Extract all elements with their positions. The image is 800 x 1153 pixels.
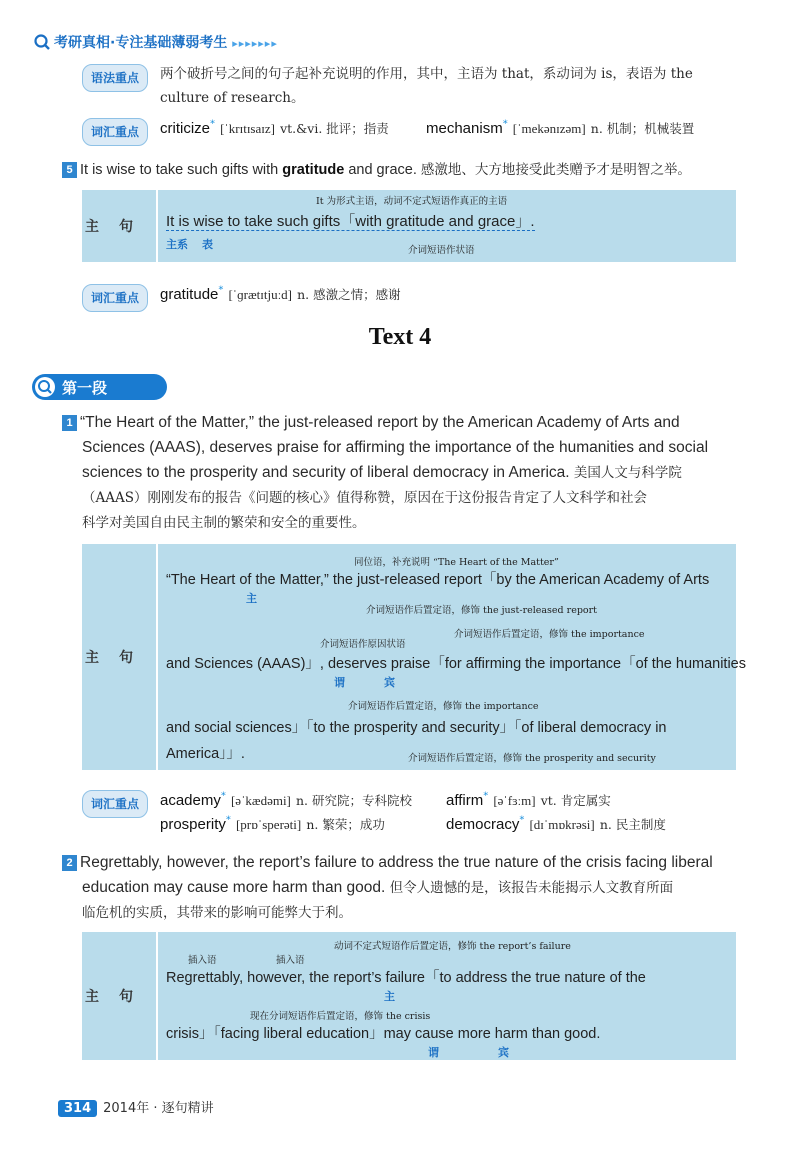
brand-name: 考研真相 [54,35,110,51]
box-main [158,932,736,1060]
sentence-1 [62,410,752,536]
vocab-tag-1-wrap [82,790,148,818]
vocab-phonetic: [ˈɡrætɪtjuːd] [228,287,293,302]
vocab-definition: n. 民主制度 [599,817,666,832]
vocab-phonetic: [əˈkædəmi] [230,793,291,808]
sentence-translation: （AAAS）刚刚发布的报告《问题的核心》值得称赞，原因在于这份报告肯定了人文科学和社会 [82,490,647,506]
sentence-keyword: gratitude [282,162,345,178]
vocab-entry-prosperity [160,814,385,833]
sentence-number: 5 [62,162,77,178]
paragraph-label-text: 第一段 [62,378,108,397]
grammar-mark-object: 宾 [384,676,395,689]
vocab-word: mechanism [426,120,503,137]
vocab-phonetic: [ˈkrɪtɪsaɪz] [220,121,275,136]
vocab-definition: n. 机制；机械装置 [590,121,695,136]
vocab-word: democracy [446,816,520,833]
vocab-phonetic: [dɪˈmɒkrəsi] [529,817,595,832]
vocab-word: criticize [160,120,211,137]
sentence-text-c: and grace. [344,162,421,178]
sentence-line: Sciences (AAAS), deserves praise for affirming the importance of the humanities and social [82,439,709,456]
vocab-word: prosperity [160,816,226,833]
sentence-translation: 美国人文与科学院 [573,465,682,481]
vocab-entry-mechanism [426,118,694,137]
star-icon: * [483,790,489,802]
analysis-line: and social sciences」「to the prosperity and security」「of liberal democracy in [166,720,667,736]
analysis-line [166,210,535,231]
brand-header [34,32,278,52]
grammar-line-2: culture of research。 [160,90,305,106]
vocab-phonetic: [prɒˈsperəti] [235,817,302,832]
sentence-text: “The Heart of the Matter,” the just-released report by the American Academy of Arts and [80,414,680,431]
vocab-definition: n. 研究院；专科院校 [295,793,412,808]
annotation: It 为形式主语，动词不定式短语作真正的主语 [316,196,508,207]
sentence-2 [62,850,762,926]
page-footer [58,1097,214,1116]
vocab-tag-1: 词汇重点 [82,790,148,818]
annotation: 插入语 [188,955,217,966]
star-icon: * [225,814,231,826]
paragraph-label [32,374,167,400]
annotation: 介词短语作后置定语，修饰 the importance [454,629,645,640]
annotation: 动词不定式短语作后置定语，修饰 the report’s failure [334,941,571,952]
analysis-box-1 [82,544,746,770]
sentence-text: sciences to the prosperity and security of liberal democracy in America. [82,464,570,481]
vocab-phonetic: [ˈmekənɪzəm] [512,121,586,136]
sentence-number: 2 [62,855,77,871]
vocab-entry-criticize [160,118,389,137]
annotation: 插入语 [276,955,305,966]
analysis-box-2 [82,932,736,1060]
arrows-decoration: ▸▸▸▸▸▸▸ [232,37,278,50]
vocab-definition: n. 繁荣；成功 [306,817,385,832]
sentence-translation: 科学对美国自由民主制的繁荣和安全的重要性。 [82,515,366,531]
footer-text: 2014年 · 逐句精讲 [103,1101,214,1116]
grammar-mark-predicate: 谓 [428,1046,439,1059]
sentence-number: 1 [62,415,77,431]
analysis-line: crisis」「facing liberal education」may cause more harm than good. [166,1026,601,1042]
vocab-definition: n. 感激之情；感谢 [297,287,401,302]
sentence-line [62,875,762,901]
sentence-translation: 但令人遗憾的是，该报告未能揭示人文教育所面 [389,880,674,896]
grammar-mark-subject: 主 [246,592,257,605]
box-label: 主句 [82,544,156,770]
vocab-entry-democracy [446,814,666,833]
sentence-text: education may cause more harm than good. [82,879,386,896]
sentence-line [62,850,762,875]
section-title: Text 4 [368,324,432,350]
analysis-box-5 [82,190,736,262]
sentence-translation: 临危机的实质，其带来的影响可能弊大于利。 [82,905,352,921]
star-icon: * [210,118,216,130]
grammar-mark-object: 宾 [498,1046,509,1059]
analysis-line: and Sciences (AAAS)」, deserves praise「for affirming the importance「of the humanities [166,656,746,672]
star-icon: * [519,814,525,826]
box-main [158,544,746,770]
star-icon: * [220,790,226,802]
box-label: 主句 [82,932,156,1060]
sentence-line [62,460,752,486]
sentence-5 [62,158,691,183]
vocab-word: academy [160,792,221,809]
analysis-line: America」」. [166,746,245,762]
star-icon: * [218,284,224,296]
vocab-tag-5-wrap [82,284,148,312]
vocab-definition: vt. 肯定属实 [540,793,611,808]
annotation: 介词短语作后置定语，修饰 the prosperity and security [408,753,656,764]
sentence-text-a: It is wise to take such gifts with [80,162,283,178]
star-icon: * [502,118,508,130]
vocab-word: gratitude [160,286,219,303]
annotation: 介词短语作原因状语 [320,639,406,650]
grammar-note-text [160,62,770,110]
grammar-line-1: 两个破折号之间的句子起补充说明的作用，其中，主语为 that，系动词为 is，表语为 the [160,66,693,82]
vocab-tag-5: 词汇重点 [82,284,148,312]
annotation: 介词短语作状语 [408,245,475,256]
vocab-definition: vt.&vi. 批评；指责 [280,121,389,136]
magnifier-icon [34,376,56,398]
vocab-tag-top: 词汇重点 [82,118,148,146]
grammar-mark-predicative: 表 [202,238,213,251]
annotation: 现在分词短语作后置定语，修饰 the crisis [250,1011,431,1022]
vocab-entry-affirm [446,790,611,809]
grammar-mark-predicate: 谓 [334,676,345,689]
vocab-word: affirm [446,792,484,809]
grammar-mark-subject: 主系 [166,238,188,251]
page-number: 314 [58,1100,97,1117]
vocab-tag-top-wrap [82,118,148,146]
analysis-line: Regrettably, however, the report’s failure「to address the true nature of the [166,970,646,986]
analysis-text: It is wise to take such gifts「with gratitude and grace」. [166,213,535,230]
vocab-entry-gratitude [160,284,401,303]
annotation: 介词短语作后置定语，修饰 the importance [348,701,539,712]
box-main [158,190,736,262]
grammar-note-row [82,64,148,92]
grammar-mark-subject: 主 [384,990,395,1003]
brand-slogan: 专注基础薄弱考生 [115,35,228,51]
magnifier-logo-icon [34,34,50,50]
annotation: 介词短语作后置定语，修饰 the just-released report [366,605,597,616]
vocab-phonetic: [əˈfɜːm] [493,793,536,808]
sentence-line [62,410,752,435]
sentence-translation: 感激地、大方地接受此类赠予才是明智之举。 [420,162,691,178]
box-label: 主句 [82,190,156,262]
brand-separator: · [110,35,116,51]
annotation: 同位语，补充说明 “The Heart of the Matter” [354,557,559,568]
vocab-entry-academy [160,790,412,809]
analysis-line: “The Heart of the Matter,” the just-released report「by the American Academy of Arts [166,572,710,588]
sentence-text: Regrettably, however, the report’s failure to address the true nature of the crisis facing liberal [80,854,713,871]
grammar-tag: 语法重点 [82,64,148,92]
